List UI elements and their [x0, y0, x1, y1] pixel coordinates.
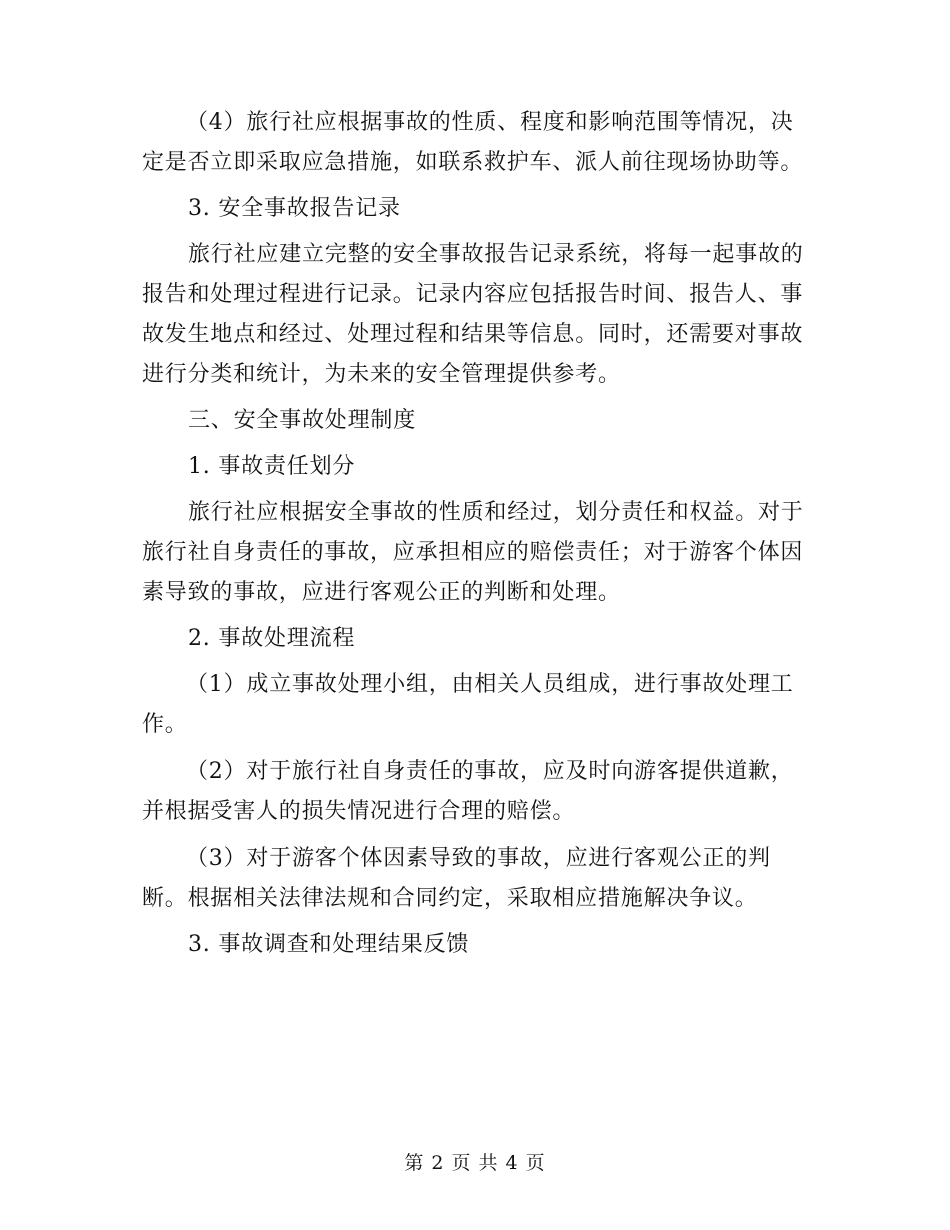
heading-report-record: 3. 安全事故报告记录: [188, 196, 401, 221]
heading-handling-process: 2. 事故处理流程: [188, 626, 356, 651]
paragraph-emergency-measures: （4）旅行社应根据事故的性质、程度和影响范围等情况，决定是否立即采取应急措施，如联系救护车、派人前往现场协助等。: [142, 110, 804, 175]
heading-investigation-feedback: 3. 事故调查和处理结果反馈: [188, 932, 470, 957]
paragraph-process-step-2: （2）对于旅行社自身责任的事故，应及时向游客提供道歉，并根据受害人的损失情况进行合理的赔偿。: [142, 759, 794, 824]
heading-responsibility: 1. 事故责任划分: [188, 454, 356, 479]
page-number-label: 第 2 页 共 4 页: [404, 1152, 546, 1174]
paragraph-report-record: 旅行社应建立完整的安全事故报告记录系统，将每一起事故的报告和处理过程进行记录。记录内容应包括报告时间、报告人、事故发生地点和经过、处理过程和结果等信息。同时，还需要对事故进行分类和统计，为未来的安全管理提供参考。: [142, 242, 804, 387]
page-footer: [0, 1148, 950, 1175]
paragraph-process-step-1: （1）成立事故处理小组，由相关人员组成，进行事故处理工作。: [142, 672, 794, 737]
document-body: [142, 103, 812, 965]
paragraph-responsibility: 旅行社应根据安全事故的性质和经过，划分责任和权益。对于旅行社自身责任的事故，应承担相应的赔偿责任；对于游客个体因素导致的事故，应进行客观公正的判断和处理。: [142, 500, 804, 605]
paragraph-process-step-3: （3）对于游客个体因素导致的事故，应进行客观公正的判断。根据相关法律法规和合同约定，采取相应措施解决争议。: [142, 846, 771, 911]
section-heading-accident-handling: 三、安全事故处理制度: [188, 408, 417, 433]
